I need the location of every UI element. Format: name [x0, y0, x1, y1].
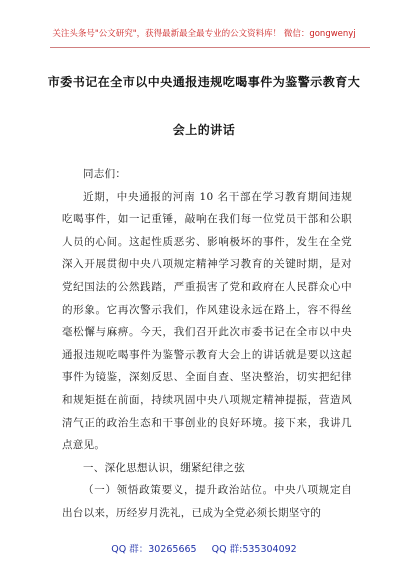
document-title-line-2: 会上的讲话	[172, 123, 236, 137]
section-heading: 一、深化思想认识，绷紧纪律之弦	[83, 461, 245, 474]
footer-note	[0, 541, 408, 555]
document-body	[62, 163, 352, 525]
header-note: 关注头条号"公文研究"，获得最新最全最专业的公文资料库！ 微信：gongwenyj	[52, 29, 356, 39]
salutation: 同志们：	[83, 168, 127, 180]
document-title-line-1: 市委书记在全市以中央通报违规吃喝事件为鉴警示教育大	[47, 75, 361, 89]
footer-qq-group-2: QQ 群:535304092	[211, 544, 297, 555]
footer-qq-group-1: QQ 群：30265665	[111, 544, 197, 555]
body-paragraph: （一）领悟政策要义，提升政治站位。中央八项规定自出台以来，历经岁月洗礼，已成为全党必须长期坚守的	[62, 484, 352, 519]
body-paragraph: 近期，中央通报的河南 10 名干部在学习教育期间违规吃喝事件，如一记重锤，敲响在我们每一位党员干部和公职人员的心间。这起性质恶劣、影响极坏的事件，发生在全党深入开展贯彻中央八项规定精神学习教育的关键时期，是对党纪国法的公然践踏，严重损害了党和政府在人民群众心中的形象。它再次警示我们，作风建设永远在路上，容不得丝毫松懈与麻痹。今天，我们召开此次市委书记在全市以中央通报违规吃喝事件为鉴警示教育大会上的讲话就是要以这起事件为镜鉴，深刻反思、全面自查、坚决整治，切实把纪律和规矩挺在前面，持续巩固中央八项规定精神提振，营造风清气正的政治生态和干事创业的良好环境。接下来，我讲几点意见。	[62, 190, 352, 452]
header-divider	[50, 47, 370, 48]
